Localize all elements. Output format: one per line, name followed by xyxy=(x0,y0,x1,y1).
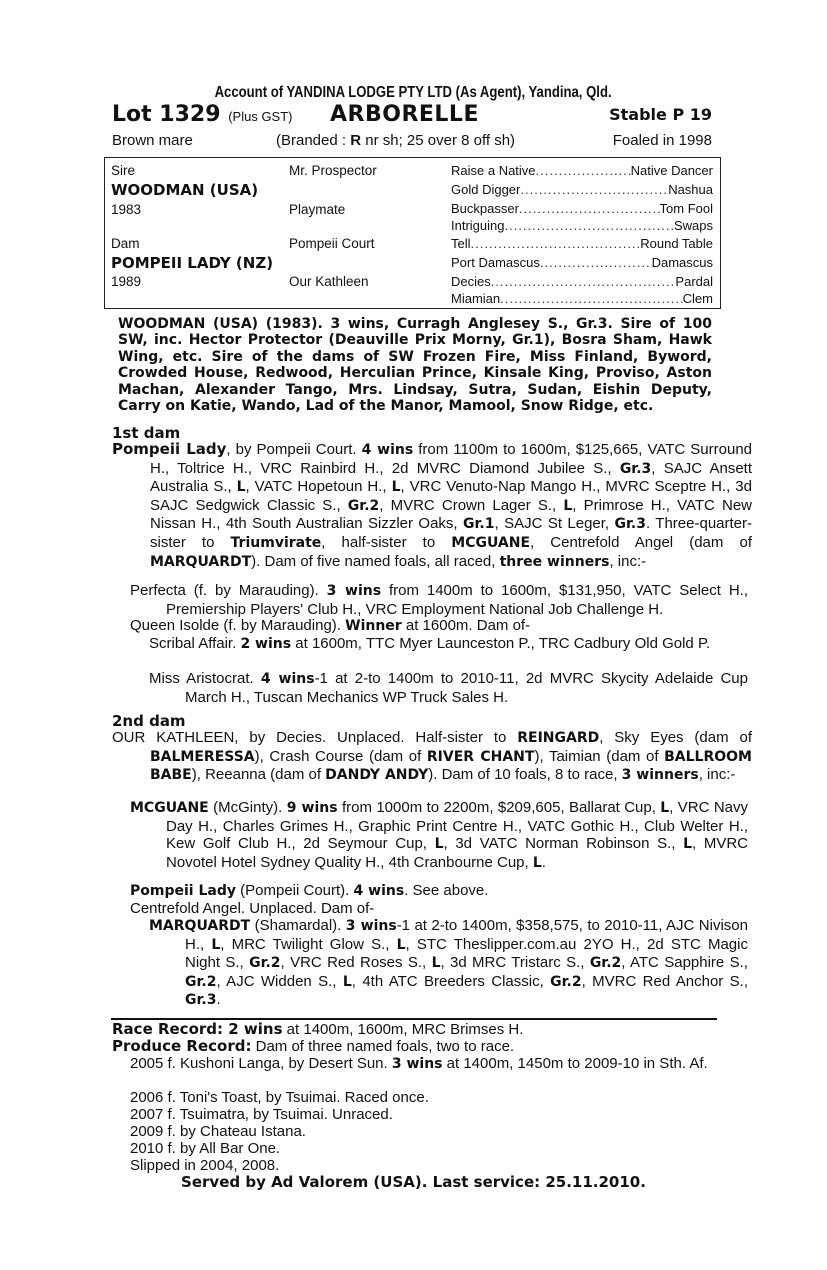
great-grand-row xyxy=(451,218,713,233)
ancestor-left: Decies xyxy=(451,274,491,289)
ancestor-right: Native Dancer xyxy=(630,163,713,178)
leader-dots xyxy=(471,236,641,251)
sire-name: WOODMAN (USA) xyxy=(111,181,259,199)
progeny-entry-pompeii-lady: Pompeii Lady (Pompeii Court). 4 wins. See above. xyxy=(130,882,489,899)
vendor-account-text: Account of YANDINA LODGE PTY LTD (As Agent), Yandina, Qld. xyxy=(214,84,613,101)
ancestor-right: Nashua xyxy=(668,182,713,197)
foaled-year: Foaled in 1998 xyxy=(612,132,712,149)
ancestor-right: Tom Fool xyxy=(659,201,713,216)
foal-entry: 2009 f. by Chateau Istana. xyxy=(130,1123,306,1140)
progeny-entry-centrefold-angel: Centrefold Angel. Unplaced. Dam of- xyxy=(130,900,375,917)
great-grand-row xyxy=(451,201,713,216)
first-dam-paragraph: Pompeii Lady, by Pompeii Court. 4 wins from 1100m to 1600m, $125,665, VATC Surround H., Toltrice H., VRC Rainbird H., 2d MVRC Diamond Jubilee S., Gr.3, SAJC Ansett Australia S., L, VATC Hopetoun H., L, VRC Venuto-Nap Mango H., MVRC Sceptre H., 3d SAJC Sedgwick Classic S., Gr.2, MVRC Crown Lager S., L, Primrose H., VATC New Nissan H., 4th South Australian Sizzler Oaks, Gr.1, SAJC St Leger, Gr.3. Three-quarter-sister to Triumvirate, half-sister to MCGUANE, Centrefold Angel (dam of MARQUARDT). Dam of five named foals, all raced, three winners, inc:- xyxy=(112,440,753,570)
sire-sire: Mr. Prospector xyxy=(289,163,377,178)
foal-entry: 2010 f. by All Bar One. xyxy=(130,1140,281,1157)
ancestor-right: Damascus xyxy=(651,255,713,270)
ancestor-right: Round Table xyxy=(640,236,713,251)
service-note: Served by Ad Valorem (USA). Last service: 25.11.2010. xyxy=(181,1173,646,1191)
great-grand-row xyxy=(451,236,713,251)
ancestor-right: Swaps xyxy=(673,218,713,233)
dam-year: 1989 xyxy=(111,274,142,289)
slipped-note: Slipped in 2004, 2008. xyxy=(130,1157,280,1174)
stable-number: Stable P 19 xyxy=(609,105,712,124)
dam-label: Dam xyxy=(111,236,140,251)
ancestor-left: Raise a Native xyxy=(451,163,536,178)
pedigree-table xyxy=(104,157,721,309)
gst-note: (Plus GST) xyxy=(228,109,293,124)
leader-dots xyxy=(519,201,660,216)
first-dam-heading: 1st dam xyxy=(112,424,181,442)
foal-entry: 2005 f. Kushoni Langa, by Desert Sun. 3 wins at 1400m, 1450m to 2009-10 in Sth. Af. xyxy=(130,1055,708,1072)
lot-title-line xyxy=(112,102,712,130)
brand-mark: R xyxy=(350,132,362,149)
progeny-entry-perfecta: Perfecta (f. by Marauding). 3 wins from 1400m to 1600m, $131,950, VATC Select H., Premiership Players' Club H., VRC Employment National Job Challenge H. xyxy=(130,582,749,618)
ancestor-right: Pardal xyxy=(675,274,713,289)
leader-dots xyxy=(540,255,652,270)
brand-suffix: nr sh; 25 over 8 off sh) xyxy=(361,132,516,149)
grand-progeny-scribal-affair: Scribal Affair. 2 wins at 1600m, TTC Myer Launceston P., TRC Cadbury Old Gold P. xyxy=(149,635,711,652)
lot-number xyxy=(112,102,293,127)
sire-summary: WOODMAN (USA) (1983). 3 wins, Curragh Anglesey S., Gr.3. Sire of 100 SW, inc. Hector Protector (Deauville Prix Morny, Gr.1), Bosra Sham, Hawk Wing, etc. Sire of the dams of SW Frozen Fire, Miss Finland, Byword, Crowded House, Redwood, Herculian Prince, Kinsale King, Proviso, Aston Machan, Alexander Tango, Mrs. Lindsay, Sutra, Sudan, Eishin Deputy, Carry on Katie, Wando, Lad of the Manor, Mamool, Snow Ridge, etc. xyxy=(118,316,712,415)
first-dam-name: Pompeii Lady xyxy=(112,440,227,458)
grand-progeny-marquardt: MARQUARDT (Shamardal). 3 wins-1 at 2-to 1400m, $358,575, to 2010-11, AJC Nivison H., L, MRC Twilight Glow S., L, STC Theslipper.com.au 2YO H., 2d STC Magic Night S., Gr.2, VRC Red Roses S., L, 3d MRC Tristarc S., Gr.2, ATC Sapphire S., Gr.2, AJC Widden S., L, 4th ATC Breeders Classic, Gr.2, MVRC Red Anchor S., Gr.3. xyxy=(149,917,748,1009)
leader-dots xyxy=(504,218,673,233)
produce-record: Produce Record: Dam of three named foals, two to race. xyxy=(112,1037,515,1055)
ancestor-right: Clem xyxy=(682,291,713,306)
second-dam-paragraph: OUR KATHLEEN, by Decies. Unplaced. Half-sister to REINGARD, Sky Eyes (dam of BALMERESSA), Crash Course (dam of RIVER CHANT), Taimian (dam of BALLROOM BABE), Reeanna (dam of DANDY ANDY). Dam of 10 foals, 8 to race, 3 winners, inc:- xyxy=(112,729,753,784)
colour-sex: Brown mare xyxy=(112,132,193,149)
grand-progeny-miss-aristocrat: Miss Aristocrat. 4 wins-1 at 2-to 1400m to 2010-11, 2d MVRC Skycity Adelaide Cup March H., Tuscan Mechanics WP Truck Sales H. xyxy=(149,670,748,706)
brand-description xyxy=(276,132,515,149)
progeny-entry-mcguane: MCGUANE (McGinty). 9 wins from 1000m to 2200m, $209,605, Ballarat Cup, L, VRC Navy Day H., Charles Grimes H., Graphic Print Centre H., VATC Gothic H., Club Welter H., Kew Golf Club H., 2d Seymour Cup, L, 3d VATC Norman Robinson S., L, MVRC Novotel Hotel Sydney Quality H., 4th Cranbourne Cup, L. xyxy=(130,799,748,871)
ancestor-left: Miamian xyxy=(451,291,501,306)
leader-dots xyxy=(500,291,683,306)
sire-label: Sire xyxy=(111,163,136,178)
foal-entry: 2006 f. Toni's Toast, by Tsuimai. Raced once. xyxy=(130,1089,429,1106)
ancestor-left: Intriguing xyxy=(451,218,505,233)
sire-year: 1983 xyxy=(111,202,142,217)
dam-name: POMPEII LADY (NZ) xyxy=(111,254,274,272)
horse-description-line xyxy=(112,132,712,152)
brand-prefix: (Branded : xyxy=(276,132,351,149)
great-grand-row xyxy=(451,182,713,197)
progeny-entry-queen-isolde: Queen Isolde (f. by Marauding). Winner at 1600m. Dam of- xyxy=(130,617,531,634)
horse-name: ARBORELLE xyxy=(330,102,479,127)
ancestor-left: Gold Digger xyxy=(451,182,521,197)
leader-dots xyxy=(536,163,631,178)
sire-dam: Playmate xyxy=(289,202,346,217)
lot-label: Lot 1329 xyxy=(112,102,221,127)
foal-entry: 2007 f. Tsuimatra, by Tsuimai. Unraced. xyxy=(130,1106,393,1123)
dam-sire: Pompeii Court xyxy=(289,236,375,251)
leader-dots xyxy=(520,182,668,197)
ancestor-left: Buckpasser xyxy=(451,201,519,216)
second-dam-heading: 2nd dam xyxy=(112,712,186,730)
ancestor-left: Port Damascus xyxy=(451,255,540,270)
leader-dots xyxy=(491,274,676,289)
race-record: Race Record: 2 wins at 1400m, 1600m, MRC Brimses H. xyxy=(112,1020,524,1038)
great-grand-row xyxy=(451,255,713,270)
great-grand-row xyxy=(451,291,713,306)
ancestor-left: Tell xyxy=(451,236,471,251)
dam-dam: Our Kathleen xyxy=(289,274,369,289)
vendor-account-line xyxy=(0,84,827,102)
great-grand-row xyxy=(451,163,713,178)
great-grand-row xyxy=(451,274,713,289)
